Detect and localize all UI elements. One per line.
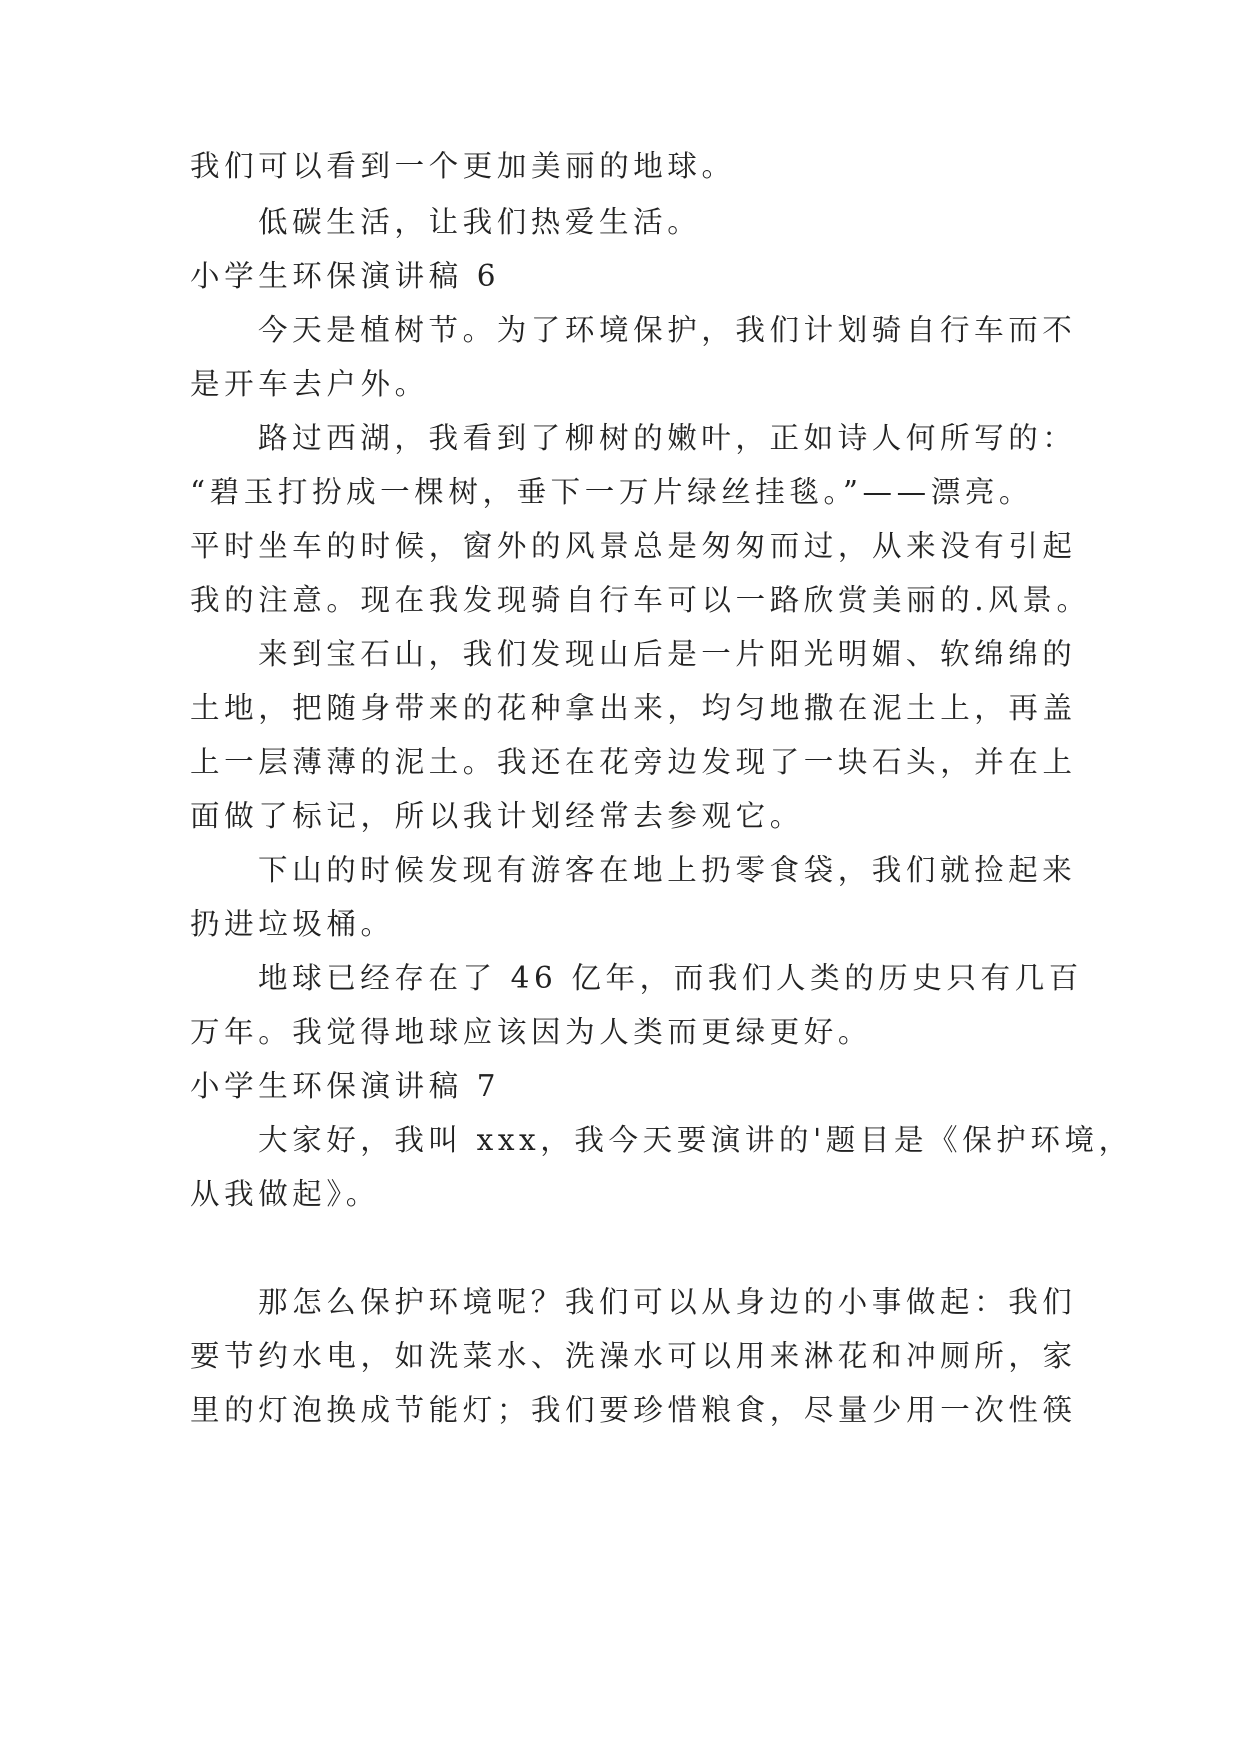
paragraph-line: 土地，把随身带来的花种拿出来，均匀地撒在泥土上，再盖 bbox=[190, 691, 1077, 725]
paragraph-line: 下山的时候发现有游客在地上扔零食袋，我们就捡起来 bbox=[258, 853, 1077, 887]
paragraph-line: 我的注意。现在我发现骑自行车可以一路欣赏美丽的.风景。 bbox=[190, 583, 1091, 617]
paragraph-line: 今天是植树节。为了环境保护，我们计划骑自行车而不 bbox=[258, 313, 1077, 347]
paragraph-line: 大家好，我叫 xxx，我今天要演讲的'题目是《保护环境， bbox=[258, 1123, 1133, 1157]
paragraph-line: 要节约水电，如洗菜水、洗澡水可以用来淋花和冲厕所，家 bbox=[190, 1339, 1077, 1373]
paragraph-line: 低碳生活，让我们热爱生活。 bbox=[258, 205, 702, 239]
paragraph-line: 面做了标记，所以我计划经常去参观它。 bbox=[190, 799, 804, 833]
paragraph-line: 那怎么保护环境呢？我们可以从身边的小事做起：我们 bbox=[258, 1285, 1077, 1319]
paragraph-line: 平时坐车的时候，窗外的风景总是匆匆而过，从来没有引起 bbox=[190, 529, 1077, 563]
paragraph-line: 扔进垃圾桶。 bbox=[190, 907, 395, 941]
paragraph-line: 上一层薄薄的泥土。我还在花旁边发现了一块石头，并在上 bbox=[190, 745, 1077, 779]
paragraph-line: 万年。我觉得地球应该因为人类而更绿更好。 bbox=[190, 1015, 873, 1049]
paragraph-line: 是开车去户外。 bbox=[190, 367, 429, 401]
paragraph-line: 里的灯泡换成节能灯；我们要珍惜粮食，尽量少用一次性筷 bbox=[190, 1393, 1077, 1427]
paragraph-line: 我们可以看到一个更加美丽的地球。 bbox=[190, 149, 736, 183]
paragraph-line: “碧玉打扮成一棵树，垂下一万片绿丝挂毯。”——漂亮。 bbox=[190, 475, 1034, 509]
section-heading: 小学生环保演讲稿 7 bbox=[190, 1069, 501, 1103]
paragraph-line: 路过西湖，我看到了柳树的嫩叶，正如诗人何所写的： bbox=[258, 421, 1077, 455]
paragraph-line: 来到宝石山，我们发现山后是一片阳光明媚、软绵绵的 bbox=[258, 637, 1077, 671]
section-heading: 小学生环保演讲稿 6 bbox=[190, 259, 501, 293]
paragraph-line: 地球已经存在了 46 亿年，而我们人类的历史只有几百 bbox=[258, 961, 1083, 995]
paragraph-line: 从我做起》。 bbox=[190, 1177, 380, 1211]
